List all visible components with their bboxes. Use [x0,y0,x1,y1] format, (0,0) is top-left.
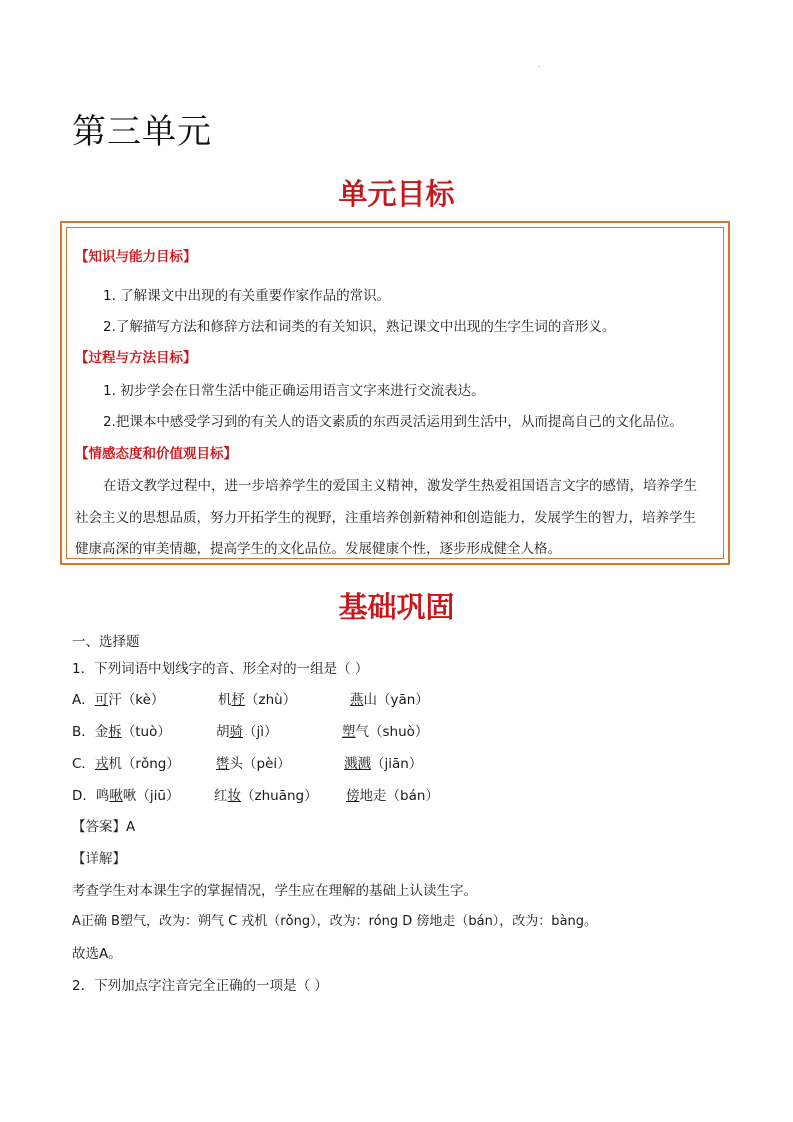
option-a-word2 [218,691,296,709]
goals-inner-frame [66,227,724,559]
option-b-word2-marked: 骑 [229,724,243,740]
knowledge-item-2: 2.了解描写方法和修辞方法和词类的有关知识，熟记课文中出现的生字生词的音形义。 [103,319,616,335]
option-d-word1-marked: 啾 [109,788,123,804]
option-c [72,755,180,773]
option-b-word1-marked: 柝 [108,724,122,740]
detail-label: 【详解】 [72,851,126,867]
unit-title: 第三单元 [72,112,212,152]
option-d-label: D．鸣 [72,788,110,804]
question-2: 2．下列加点字注音完全正确的一项是（ ） [72,978,328,994]
explanation-text: A正确 B塑气，改为：朔气 C 戎机（rǒng），改为：róng D 傍地走（bán），改为：bàng。 [72,914,598,929]
option-d-word3-marked: 傍 [346,788,360,804]
goals-box [60,221,730,565]
option-c-word3-pinyin: （jiān） [371,756,423,772]
option-b-word1-start: 金 [94,724,109,740]
option-a-word3-marked: 燕 [350,692,364,708]
emotion-heading: 【情感态度和价值观目标】 [75,446,237,462]
process-item-1: 1. 初步学会在日常生活中能正确运用语言文字来进行交流表达。 [103,383,485,399]
option-b-word3 [342,723,428,741]
option-d-word2-start: 红 [214,788,228,804]
option-d-word1-rest: 啾（jiū） [122,788,180,804]
option-d-word2-marked: 妆 [227,788,241,804]
knowledge-item-1: 1. 了解课文中出现的有关重要作家作品的常识。 [103,288,391,304]
option-b-word2 [216,723,278,741]
option-a-word1-marked: 可 [94,692,109,708]
section-title-basics: 基础巩固 [338,590,455,624]
emotion-line-3: 健康高深的审美情趣，提高学生的文化品位。发展健康个性，逐步形成健全人格。 [75,541,561,557]
option-b-word2-start: 胡 [216,724,230,740]
option-b-word2-pinyin: （jì） [243,724,278,740]
option-b [72,723,171,741]
option-c-word2-marked: 辔 [216,756,230,772]
answer-label: 【答案】A [72,819,136,835]
choose-text: 故选A。 [72,946,122,962]
option-c-word3-marked: 溅溅 [344,756,371,772]
option-a-word1-rest: 汗（kè） [108,692,165,708]
emotion-line-1: 在语文教学过程中，进一步培养学生的爱国主义精神，激发学生热爱祖国语言文字的感情，培养学生 [103,478,697,494]
option-a-word2-marked: 杼 [231,692,245,708]
option-b-word3-rest: 气（shuò） [355,724,429,740]
option-d-word3 [346,787,439,805]
emotion-line-2: 社会主义的思想品质，努力开拓学生的视野，注重培养创新精神和创造能力，发展学生的智力，培养学生 [75,510,696,526]
option-c-word1-rest: 机（rǒng） [108,756,180,772]
option-b-word3-marked: 塑 [342,724,356,740]
option-c-label: C． [72,756,95,772]
process-heading: 【过程与方法目标】 [75,350,197,366]
option-c-word2-rest: 头（pèi） [229,756,291,772]
option-a-word3-rest: 山（yān） [363,692,429,708]
option-a-word3 [350,691,429,709]
option-d-word2 [214,787,318,805]
option-a-label: A． [72,692,95,708]
option-d-word2-pinyin: （zhuāng） [241,788,318,804]
knowledge-heading: 【知识与能力目标】 [75,249,197,265]
option-c-word3 [344,755,422,773]
section-title-unit-goals: 单元目标 [338,177,455,211]
option-a [72,691,164,709]
option-d [72,787,179,805]
question-type-heading: 一、选择题 [72,634,140,650]
option-b-word1-pinyin: （tuò） [121,724,171,740]
option-d-word3-rest: 地走（bán） [359,788,439,804]
option-a-word2-pinyin: （zhù） [245,692,297,708]
process-item-2: 2.把课本中感受学习到的有关人的语文素质的东西灵活运用到生活中，从而提高自己的文化品位。 [103,414,683,430]
detail-text: 考查学生对本课生字的掌握情况，学生应在理解的基础上认读生字。 [72,883,477,899]
option-c-word1-marked: 戎 [94,756,109,772]
option-b-label: B． [72,724,95,740]
question-1: 1．下列词语中划线字的音、形全对的一组是（ ） [72,661,369,677]
option-a-word2-start: 机 [218,692,232,708]
option-c-word2 [216,755,291,773]
page-dot: . [538,60,541,69]
